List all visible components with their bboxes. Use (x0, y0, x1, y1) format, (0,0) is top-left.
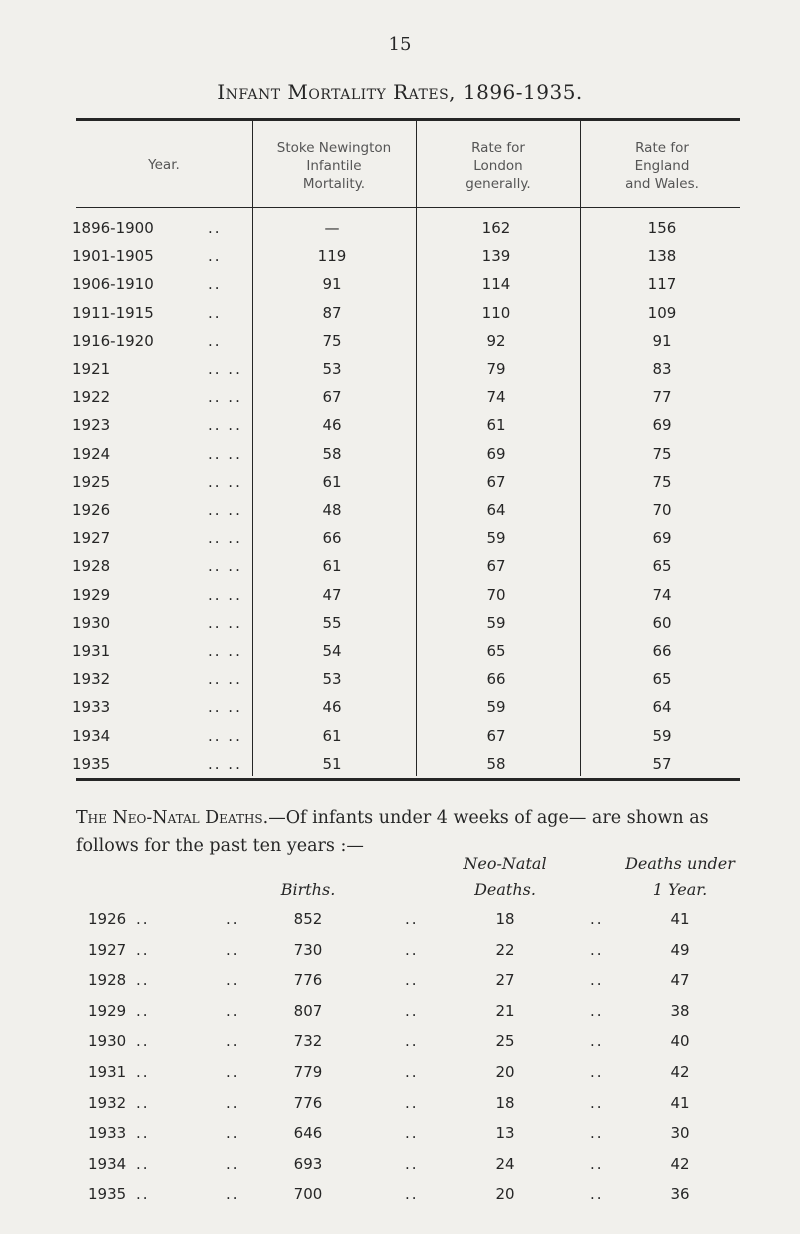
table-row (72, 244, 740, 270)
leader-dots: .. .. (208, 444, 242, 463)
england-wales-cell: 91 (652, 331, 672, 350)
page-number: 15 (388, 34, 412, 55)
england-wales-cell: 75 (652, 444, 672, 463)
leader-dots: .. (590, 1001, 604, 1020)
infant-mortality-table (72, 118, 740, 781)
deaths-under-1-year-cell: 42 (670, 1063, 690, 1081)
stoke-newington-cell: 87 (322, 303, 342, 322)
stoke-newington-cell: 75 (322, 331, 342, 350)
year-cell: 1929 (72, 585, 111, 604)
table-row (72, 554, 740, 580)
column-divider (416, 121, 417, 207)
leader-dots: .. (405, 1093, 419, 1112)
london-cell: 74 (486, 388, 506, 407)
leader-dots: .. (136, 1154, 150, 1173)
neo-natal-deaths-cell: 24 (495, 1154, 515, 1173)
england-wales-cell: 75 (652, 472, 672, 491)
table-row (72, 301, 740, 327)
london-cell: 69 (486, 444, 506, 463)
stoke-newington-cell: 54 (322, 642, 342, 660)
neo-natal-row (0, 1002, 800, 1032)
table-row (72, 724, 740, 750)
england-wales-cell: 109 (647, 303, 677, 322)
england-wales-cell: 69 (652, 529, 672, 548)
england-wales-cell: 66 (652, 642, 672, 660)
year-cell: 1926 (72, 501, 111, 519)
year-cell: 1921 (72, 360, 111, 378)
neo-natal-deaths-cell: 22 (495, 940, 515, 959)
england-wales-cell: 65 (652, 557, 672, 576)
year-cell: 1896-1900 (72, 219, 154, 237)
header-line: generally. (465, 176, 531, 192)
table-row (72, 216, 740, 242)
year-cell: 1934 (72, 726, 111, 745)
header-stoke-newington (252, 139, 416, 193)
year-cell: 1906-1910 (72, 275, 154, 294)
neo-natal-row (0, 1124, 800, 1154)
page-title: Infant Mortality Rates, 1896-1935. (217, 80, 583, 104)
deaths-under-1-year-cell: 30 (670, 1124, 690, 1143)
leader-dots: .. (136, 1001, 150, 1020)
stoke-newington-cell: 91 (322, 275, 342, 294)
year-cell: 1928 (88, 971, 127, 990)
table-row (72, 695, 740, 721)
leader-dots: .. .. (208, 754, 242, 773)
table-row (72, 667, 740, 693)
header-line: Mortality. (302, 176, 366, 192)
neo-natal-row (0, 1185, 800, 1215)
leader-dots: .. (405, 1185, 419, 1204)
year-cell: 1935 (88, 1185, 127, 1204)
births-cell: 700 (293, 1185, 323, 1204)
england-wales-cell: 60 (652, 613, 672, 632)
year-cell: 1931 (88, 1063, 127, 1081)
london-cell: 64 (486, 501, 506, 519)
year-cell: 1928 (72, 557, 111, 576)
header-neo-natal-line1: Neo-Natal (463, 854, 547, 873)
neo-natal-row (0, 1063, 800, 1093)
table-row (72, 357, 740, 383)
year-cell: 1924 (72, 444, 111, 463)
year-cell: 1931 (72, 642, 111, 660)
leader-dots: .. (590, 1093, 604, 1112)
leader-dots: .. (208, 219, 222, 237)
births-cell: 852 (293, 910, 323, 928)
leader-dots: .. (226, 1093, 240, 1112)
leader-dots: .. (226, 971, 240, 990)
deaths-under-1-year-cell: 49 (670, 940, 690, 959)
london-cell: 79 (486, 360, 506, 378)
header-neo-natal-line2: Deaths. (474, 880, 536, 899)
london-cell: 110 (481, 303, 511, 322)
neo-natal-deaths-cell: 21 (495, 1001, 515, 1020)
leader-dots: .. (590, 1154, 604, 1173)
table-row (72, 329, 740, 355)
leader-dots: .. (208, 303, 222, 322)
leader-dots: .. (590, 1032, 604, 1051)
deaths-under-1-year-cell: 40 (670, 1032, 690, 1051)
year-cell: 1933 (72, 698, 111, 717)
deaths-under-1-year-cell: 41 (670, 910, 690, 928)
london-cell: 61 (486, 416, 506, 435)
table-row (72, 498, 740, 524)
leader-dots: .. (590, 1185, 604, 1204)
leader-dots: .. (226, 910, 240, 928)
neo-natal-paragraph (76, 804, 756, 860)
table-row (72, 385, 740, 411)
neo-natal-deaths-cell: 18 (495, 1093, 515, 1112)
births-cell: 646 (293, 1124, 323, 1143)
leader-dots: .. .. (208, 698, 242, 717)
year-cell: 1932 (72, 670, 111, 689)
leader-dots: .. (405, 910, 419, 928)
column-divider (580, 121, 581, 207)
paragraph-lead: The Neo-Natal Deaths. (76, 808, 269, 828)
leader-dots: .. .. (208, 472, 242, 491)
year-cell: 1934 (88, 1154, 127, 1173)
stoke-newington-cell: 46 (322, 416, 342, 435)
table-row (72, 583, 740, 609)
england-wales-cell: 65 (652, 670, 672, 689)
leader-dots: .. (136, 940, 150, 959)
leader-dots: .. (226, 1124, 240, 1143)
births-cell: 807 (293, 1001, 323, 1020)
leader-dots: .. (405, 940, 419, 959)
year-cell: 1927 (72, 529, 111, 548)
leader-dots: .. .. (208, 360, 242, 378)
leader-dots: .. .. (208, 416, 242, 435)
stoke-newington-cell: 53 (322, 670, 342, 689)
header-deaths-under-line1: Deaths under (625, 854, 735, 873)
leader-dots: .. (405, 1154, 419, 1173)
leader-dots: .. (136, 1185, 150, 1204)
stoke-newington-cell: 48 (322, 501, 342, 519)
leader-dots: .. (226, 940, 240, 959)
neo-natal-deaths-cell: 13 (495, 1124, 515, 1143)
year-cell: 1922 (72, 388, 111, 407)
stoke-newington-cell: 61 (322, 472, 342, 491)
leader-dots: .. .. (208, 642, 242, 660)
london-cell: 67 (486, 472, 506, 491)
stoke-newington-cell: 66 (322, 529, 342, 548)
year-cell: 1923 (72, 416, 111, 435)
neo-natal-row (0, 1155, 800, 1185)
london-cell: 59 (486, 529, 506, 548)
england-wales-cell: 138 (647, 247, 677, 266)
table-header (76, 121, 740, 208)
leader-dots: .. .. (208, 670, 242, 689)
neo-natal-deaths-cell: 25 (495, 1032, 515, 1051)
table-row (72, 272, 740, 298)
england-wales-cell: 70 (652, 501, 672, 519)
england-wales-cell: 57 (652, 754, 672, 773)
leader-dots: .. (208, 247, 222, 266)
neo-natal-table (0, 854, 800, 1204)
table-row (72, 639, 740, 665)
table-row (72, 470, 740, 496)
paragraph-text: —Of infants under 4 weeks of age— are shown as follows for the past ten years :— (76, 808, 709, 856)
england-wales-cell: 59 (652, 726, 672, 745)
stoke-newington-cell: 67 (322, 388, 342, 407)
header-births: Births. (280, 880, 336, 899)
header-line: Rate for (635, 140, 689, 156)
leader-dots: .. (136, 1063, 150, 1081)
neo-natal-row (0, 1094, 800, 1124)
england-wales-cell: 64 (652, 698, 672, 717)
year-cell: 1925 (72, 472, 111, 491)
london-cell: 162 (481, 219, 511, 237)
leader-dots: .. (226, 1001, 240, 1020)
year-cell: 1933 (88, 1124, 127, 1143)
england-wales-cell: 83 (652, 360, 672, 378)
stoke-newington-cell: 46 (322, 698, 342, 717)
leader-dots: .. .. (208, 388, 242, 407)
leader-dots: .. (405, 1001, 419, 1020)
neo-natal-row (0, 1032, 800, 1062)
neo-natal-deaths-cell: 18 (495, 910, 515, 928)
leader-dots: .. .. (208, 585, 242, 604)
year-cell: 1926 (88, 910, 127, 928)
london-cell: 58 (486, 754, 506, 773)
stoke-newington-cell: 61 (322, 726, 342, 745)
header-line: Rate for (471, 140, 525, 156)
year-cell: 1927 (88, 940, 127, 959)
stoke-newington-cell: 55 (322, 613, 342, 632)
stoke-newington-cell: 53 (322, 360, 342, 378)
column-divider (252, 121, 253, 207)
neo-natal-row (0, 910, 800, 940)
births-cell: 776 (293, 1093, 323, 1112)
london-cell: 65 (486, 642, 506, 660)
year-cell: 1929 (88, 1001, 127, 1020)
deaths-under-1-year-cell: 36 (670, 1185, 690, 1204)
year-cell: 1935 (72, 754, 111, 773)
births-cell: 776 (293, 971, 323, 990)
leader-dots: .. (590, 1124, 604, 1143)
year-cell: 1911-1915 (72, 303, 154, 322)
table-row (72, 413, 740, 439)
births-cell: 732 (293, 1032, 323, 1051)
leader-dots: .. (590, 971, 604, 990)
stoke-newington-cell: 47 (322, 585, 342, 604)
neo-natal-row (0, 941, 800, 971)
london-cell: 66 (486, 670, 506, 689)
leader-dots: .. (226, 1032, 240, 1051)
deaths-under-1-year-cell: 47 (670, 971, 690, 990)
header-line: Infantile (306, 158, 362, 174)
leader-dots: .. (405, 1124, 419, 1143)
table-body (72, 208, 740, 778)
deaths-under-1-year-cell: 38 (670, 1001, 690, 1020)
leader-dots: .. .. (208, 501, 242, 519)
leader-dots: .. (136, 971, 150, 990)
leader-dots: .. (590, 910, 604, 928)
leader-dots: .. (405, 1032, 419, 1051)
stoke-newington-cell: 119 (317, 247, 347, 266)
england-wales-cell: 74 (652, 585, 672, 604)
neo-natal-deaths-cell: 20 (495, 1185, 515, 1204)
header-line: London (473, 158, 523, 174)
header-london (416, 139, 580, 193)
year-cell: 1916-1920 (72, 331, 154, 350)
table-row (72, 526, 740, 552)
births-cell: 779 (293, 1063, 323, 1081)
leader-dots: .. (136, 1093, 150, 1112)
leader-dots: .. (405, 1063, 419, 1081)
deaths-under-1-year-cell: 41 (670, 1093, 690, 1112)
leader-dots: .. .. (208, 726, 242, 745)
leader-dots: .. (136, 1124, 150, 1143)
leader-dots: .. (136, 1032, 150, 1051)
stoke-newington-cell: 58 (322, 444, 342, 463)
stoke-newington-cell: 61 (322, 557, 342, 576)
header-line: and Wales. (625, 176, 699, 192)
year-cell: 1930 (88, 1032, 127, 1051)
london-cell: 67 (486, 557, 506, 576)
england-wales-cell: 156 (647, 219, 677, 237)
year-cell: 1932 (88, 1093, 127, 1112)
stoke-newington-cell: — (324, 219, 340, 237)
neo-natal-deaths-cell: 27 (495, 971, 515, 990)
london-cell: 114 (481, 275, 511, 294)
london-cell: 59 (486, 613, 506, 632)
table-row (72, 611, 740, 637)
leader-dots: .. (590, 940, 604, 959)
header-england-wales (580, 139, 744, 193)
leader-dots: .. (405, 971, 419, 990)
leader-dots: .. (208, 275, 222, 294)
england-wales-cell: 117 (647, 275, 677, 294)
header-line: Stoke Newington (276, 140, 392, 156)
neo-natal-row (0, 971, 800, 1001)
leader-dots: .. (590, 1063, 604, 1081)
births-cell: 693 (293, 1154, 323, 1173)
births-cell: 730 (293, 940, 323, 959)
header-year: Year. (148, 157, 180, 173)
london-cell: 92 (486, 331, 506, 350)
leader-dots: .. .. (208, 557, 242, 576)
leader-dots: .. (226, 1185, 240, 1204)
table-bottom-rule (76, 778, 740, 781)
leader-dots: .. (226, 1154, 240, 1173)
leader-dots: .. (226, 1063, 240, 1081)
deaths-under-1-year-cell: 42 (670, 1154, 690, 1173)
leader-dots: .. (136, 910, 150, 928)
leader-dots: .. .. (208, 529, 242, 548)
header-line: England (634, 158, 690, 174)
table-row (72, 442, 740, 468)
london-cell: 67 (486, 726, 506, 745)
england-wales-cell: 77 (652, 388, 672, 407)
neo-natal-deaths-cell: 20 (495, 1063, 515, 1081)
leader-dots: .. .. (208, 613, 242, 632)
year-cell: 1930 (72, 613, 111, 632)
table-row (72, 752, 740, 778)
london-cell: 59 (486, 698, 506, 717)
stoke-newington-cell: 51 (322, 754, 342, 773)
london-cell: 139 (481, 247, 511, 266)
london-cell: 70 (486, 585, 506, 604)
england-wales-cell: 69 (652, 416, 672, 435)
leader-dots: .. (208, 331, 222, 350)
header-deaths-under-line2: 1 Year. (652, 880, 708, 899)
year-cell: 1901-1905 (72, 247, 154, 266)
